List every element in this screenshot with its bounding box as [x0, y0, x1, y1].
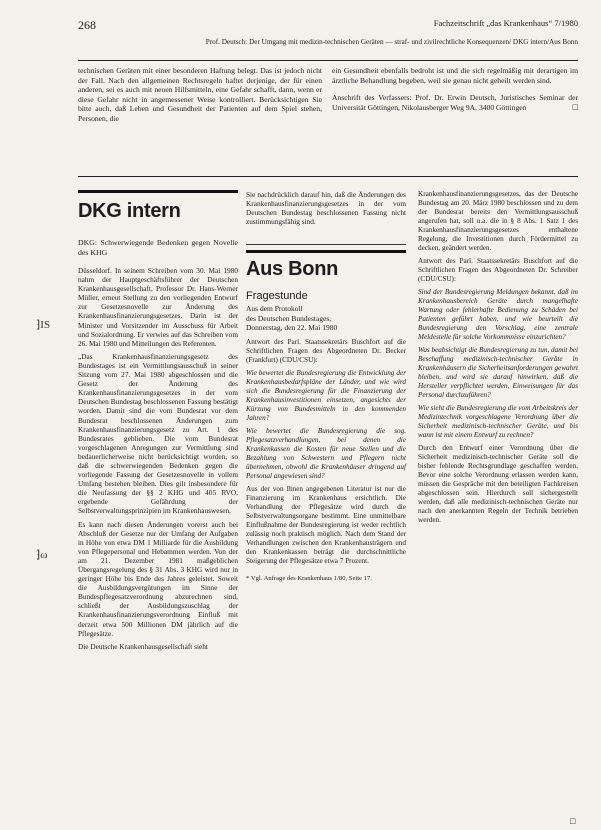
header-rule: [78, 60, 578, 61]
dkg-paragraph: Die Deutsche Krankenhausgesellschaft sieht: [78, 641, 208, 651]
article-end-text: technischen Geräten mit einer besonderen Haftung belegt. Das ist jedoch nicht der Fall. Nach den allgemeinen Rechtsregeln haftet derjenige, der für einen anderen, sei es auch mit neuen Hilfsmitteln, eine Gefahr schafft, dann, wenn er diese Gefahr nicht in angemessener Weise kontrolliert. Berücksichtigen Sie bitte auch, daß Leben und Gesundheit der Patienten auf dem Spiel stehen, Personen, die: [78, 66, 322, 123]
middle-top-text: [246, 190, 406, 230]
section-separator: [78, 176, 578, 177]
bonn-paragraph: Antwort des Parl. Staatssekretärs Buschfort auf die Schriftlichen Fragen des Abgeordneten Dr. Becker (Frankfurt) (CDU/CSU):: [246, 338, 406, 364]
right-paragraph: Antwort des Parl. Staatssekretärs Buschfort auf die Schriftlichen Fragen des Abgeordneten Dr. Schreiber (CDU/CSU):: [418, 257, 578, 283]
fragestunde-title: Fragestunde: [246, 290, 308, 302]
dkg-column: [78, 266, 238, 655]
article-end-right: [332, 66, 578, 116]
running-title: Prof. Deutsch: Der Umgang mit medizin-technischen Geräten — straf- und zivilrechtliche Konsequenzen/ DKG intern/Aus Bonn: [205, 38, 578, 46]
dkg-paragraph: Es kann nach diesen Änderungen vorerst auch bei Abschluß der Gesetze nur der Umfang der Aufgaben in Höhe von etwa DM 1 Milliarde für die Ausbildung von Pflegepersonal und Hebammen werden. Von der am 21. Dezember 1981 maßgeblichen Übergangsregelung des § 31 Abs. 3 KHG wird nur in geringer Höhe bis Ende des Jahres geleistet. Soweit die Ausbildungsvergütungen im Sinne der Bundespflegesatzverordnung abzurechnen sind, schließt der Ausbildungszuschlag der Krankenhausfinanzierungsverordnung Einfluß mit derzeit etwa 500 Millionen DM jährlich auf die Pflegesätze.: [78, 519, 238, 638]
article-end-right-text: ein Gesundheit ebenfalls bedroht ist und die sich regelmäßig mit derartigen im ärztliche Behandlung begeben, weil sie genau nicht geheilt werden sind.: [332, 66, 578, 85]
dkg-heading-rule: [78, 190, 238, 193]
right-column: [418, 190, 578, 529]
margin-mark-icon: ⁆ω: [36, 549, 48, 561]
margin-mark-icon: ⁆IS: [36, 319, 51, 331]
bonn-column: [246, 338, 406, 587]
right-paragraph: Krankenhausfinanzierungsgesetzes, das der Deutsche Bundestag am 20. März 1980 beschlossen und zu dem der Bundesrat bereits den Vermittlungsausschuß angerufen hat, soll u.a. die in § 8 Abs. 1 Satz 1 des Krankenhausfinanzierungsgesetzes enthaltene Regelung, die Investitionen durch Fördermittel zu decken, geändert werden.: [418, 190, 578, 252]
article-end-left: [78, 66, 322, 128]
bonn-heading-rule: [246, 250, 406, 253]
bonn-question: Wie bewertet die Bundesregierung die Entwicklung der Krankenhausbedarfspläne der Länder, und wie wird sich die Bundesregierung für die Finanzierung der Krankenhausinvestitionen einsetzen, angesichts der Kürzung von Bundesmitteln in den kommenden Jahren?: [246, 369, 406, 422]
bonn-footnote: * Vgl. Anfrage des Krankenhaus 1/80, Seite 17.: [246, 575, 372, 582]
dkg-heading: DKG intern: [78, 200, 181, 222]
end-mark-icon: □: [572, 101, 578, 112]
fragestunde-subtitle: Aus dem Protokoll des Deutschen Bundestages, Donnerstag, den 22. Mai 1980: [246, 304, 338, 333]
journal-title: Fachzeitschrift „das Krankenhaus“ 7/1980: [433, 18, 578, 28]
author-address: [332, 93, 578, 112]
right-question: Wie sieht die Bundesregierung die vom Arbeitskreis der Medizintechnik vorgeschlagene Verordnung über die Sicherheit medizinisch-technischer Geräte, und bis wann ist mit einem Entwurf zu rechnen?: [418, 404, 578, 439]
right-paragraph: Durch den Entwurf einer Verordnung über die Sicherheit medizinisch-technischer Geräte soll die bisher fehlende Rechtsgrundlage geschaffen werden. Bevor eine solche Verordnung erlassen werden kann, müssen die Gespräche mit den beteiligten Fachkreisen abgeschlossen sein. Hierdurch soll sichergestellt werden, daß alle medizinisch-technischen Geräte nur nach den anerkannten Regeln der Technik betrieben werden.: [418, 444, 578, 524]
dkg-subtitle: [78, 238, 238, 261]
author-address-text: Anschrift des Verfassers: Prof. Dr. Erwin Deutsch, Juristisches Seminar der Universität Göttingen, Nikolausberger Weg 9A, 3400 Göttingen: [332, 93, 578, 112]
bonn-paragraph: Aus der von Ihnen angegebenen Literatur ist nur die Finanzierung im Krankenhaus ersichtlich. Die Verhandlung der Pflegesätze wird durch die Selbstverwaltungsorgane bestimmt. Eine unmittelbare Einflußnahme der Bundesregierung ist weder rechtlich zulässig noch praktisch möglich. Nach dem Stand der Verhandlungen zwischen den Krankenhausträgern und den Krankenkassen beträgt die durchschnittliche Steigerung der Pflegesätze etwa 7 Prozent.: [246, 485, 406, 565]
bonn-heading: Aus Bonn: [246, 258, 339, 280]
footer-end-mark-icon: □: [570, 816, 576, 826]
middle-top-paragraph: Sie nachdrücklich darauf hin, daß die Änderungen des Krankenhausfinanzierungsgesetzes in der vom Deutschen Bundestag beschlossenen Fassung nicht zustimmungsfähig sind.: [246, 190, 406, 227]
right-question: Was beabsichtigt die Bundesregierung zu tun, damit bei Beschaffung medizinisch-technischer Geräte in Krankenhäusern die Sicherheitsanforderungen gewahrt bleiben, und wird sie darauf hinwirken, daß die Hersteller verpflichtet werden, Einweisungen für das Personal durchzuführen?: [418, 346, 578, 399]
page-header: [78, 14, 578, 48]
page-number: 268: [78, 18, 96, 32]
dkg-subtitle-text: DKG: Schwerwiegende Bedenken gegen Novelle des KHG: [78, 238, 238, 257]
dkg-paragraph: „Das Krankenhausfinanzierungsgesetz des Bundestages ist ein Vermittlungsausschuß in seiner Sitzung vom 27. Mai 1980 abgeschlossen und die Gesetz der Änderung des Krankenhausfinanzierungsgesetzes in der vom Deutschen Bundestag beschlossenen Fassung bestätigt worden. Damit sind die vom Bundesrat vor dem Bundesrat beschlossenen Änderungen zum Krankenhausfinanzierungsgesetz zu Art. 1 des Bundesrates geblieben. Die vom Bundesrat vorgeschlagenen Anregungen zur Vermittlung sind bedauerlicherweise nicht berücksichtigt worden, so daß die schwerwiegenden Bedenken gegen die vorliegende Fassung der Gesetzesnovelle in vollem Umfang bestehen bleiben. Dies gilt insbesondere für die Neufassung der §§ 2 KHG und 405 RVO, ergebende Gefährdung der Selbstverwaltungsprinzipien im Krankenhauswesen.: [78, 351, 238, 516]
right-question: Sind der Bundesregierung Meldungen bekannt, daß im Krankenhausbereich Geräte durch mangelhafte Wartung oder fehlerhafte Bedienung zu Schäden bei Patienten geführt haben, und wie beurteilt die Bundesregierung den Vorschlag, eine zentrale Meldestelle für solche Vorkommnisse einzurichten?: [418, 288, 578, 341]
bonn-top-rule: [246, 244, 406, 245]
dkg-paragraph: Düsseldorf. In seinem Schreiben vom 30. Mai 1980 nahm der Hauptgeschäftsführer der Deutschen Krankenhausgesellschaft, Professor Dr. Hans-Werner Müller, erneut Stellung zu den vorliegenden Entwurf zur Gesetzesnovelle zur Änderung des Krankenhausfinanzierungsgesetzes. Darin ist der Minister und Vorsitzender im Ausschuss für Arbeit und Sozialordnung. Er verwies auf das Schreiben vom 26. Mai 1980 und Mitteilungen des Referenten.: [78, 266, 238, 348]
bonn-question: Wie bewertet die Bundesregierung die sog. Pflegesatzverhandlungen, bei denen die Krankenkassen die Kosten für neue Stellen und die Bezahlung von Schwestern und Pflegern nicht übernehmen, obwohl die Krankenhäuser dringend auf Personal angewiesen sind?: [246, 427, 406, 480]
